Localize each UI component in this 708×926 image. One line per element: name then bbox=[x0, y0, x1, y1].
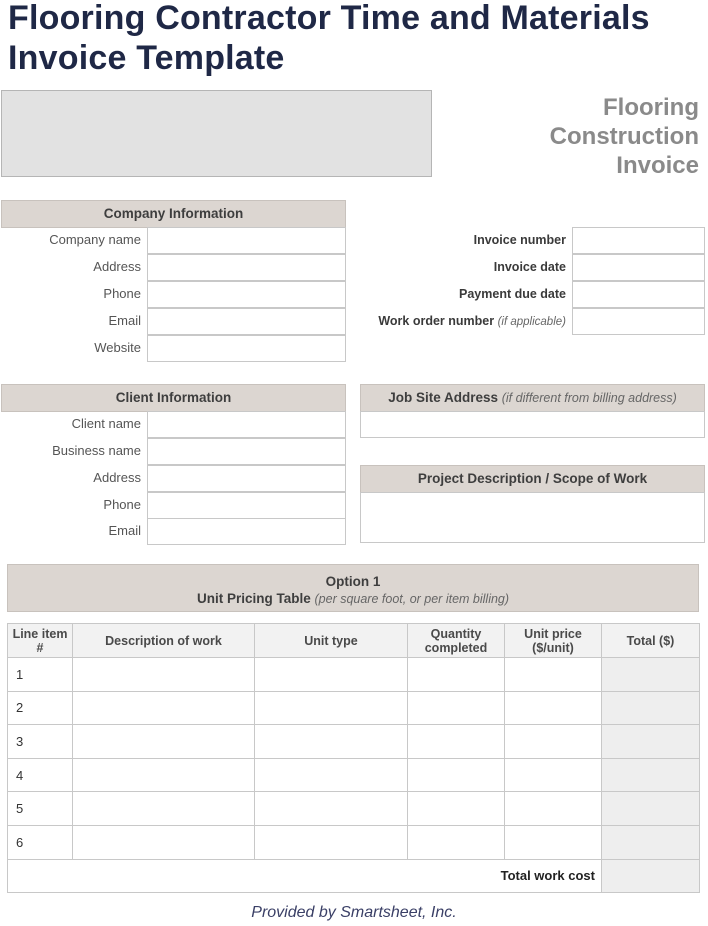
col-unit-type: Unit type bbox=[255, 624, 408, 658]
project-description-header: Project Description / Scope of Work bbox=[360, 465, 705, 493]
company-phone-field[interactable] bbox=[147, 281, 346, 308]
line-item-number: 1 bbox=[8, 658, 73, 692]
table-row bbox=[8, 658, 700, 692]
client-name-field[interactable] bbox=[147, 411, 346, 438]
client-name-label: Client name bbox=[71, 416, 141, 431]
total-cell bbox=[602, 825, 700, 859]
description-cell[interactable] bbox=[73, 792, 255, 826]
client-phone-label: Phone bbox=[103, 497, 141, 512]
unit-type-cell[interactable] bbox=[255, 691, 408, 725]
invoice-number-label: Invoice number bbox=[473, 233, 566, 247]
company-address-field[interactable] bbox=[147, 254, 346, 281]
option-header bbox=[7, 564, 699, 612]
company-website-field[interactable] bbox=[147, 335, 346, 362]
col-total: Total ($) bbox=[602, 624, 700, 658]
work-order-number-text: Work order number bbox=[378, 314, 495, 328]
description-cell[interactable] bbox=[73, 658, 255, 692]
option-title: Option 1 bbox=[325, 574, 381, 589]
invoice-date-field[interactable] bbox=[572, 254, 705, 281]
unit-price-cell[interactable] bbox=[505, 758, 602, 792]
client-info-header: Client Information bbox=[1, 384, 346, 412]
work-order-note: (if applicable) bbox=[497, 316, 566, 328]
job-site-address-field[interactable] bbox=[360, 411, 705, 438]
logo-placeholder[interactable] bbox=[1, 90, 432, 177]
unit-type-cell[interactable] bbox=[255, 725, 408, 759]
company-email-label: Email bbox=[108, 313, 141, 328]
line-item-number: 2 bbox=[8, 691, 73, 725]
col-unit-price: Unit price ($/unit) bbox=[505, 624, 602, 658]
quantity-cell[interactable] bbox=[408, 691, 505, 725]
doc-heading-line-2: Construction bbox=[549, 123, 699, 150]
project-description-field[interactable] bbox=[360, 492, 705, 543]
table-header-row bbox=[8, 624, 700, 658]
work-order-number-field[interactable] bbox=[572, 308, 705, 335]
total-cell bbox=[602, 758, 700, 792]
table-row bbox=[8, 691, 700, 725]
quantity-cell[interactable] bbox=[408, 792, 505, 826]
client-address-label: Address bbox=[93, 470, 141, 485]
doc-heading-line-1: Flooring bbox=[603, 94, 699, 121]
line-item-number: 6 bbox=[8, 825, 73, 859]
col-line-item: Line item # bbox=[8, 624, 73, 658]
quantity-cell[interactable] bbox=[408, 758, 505, 792]
total-work-cost-value bbox=[602, 859, 700, 893]
job-site-header bbox=[360, 384, 705, 412]
page-title: Flooring Contractor Time and Materials Invoice Template bbox=[8, 0, 650, 77]
table-row bbox=[8, 725, 700, 759]
description-cell[interactable] bbox=[73, 758, 255, 792]
company-email-field[interactable] bbox=[147, 308, 346, 335]
quantity-cell[interactable] bbox=[408, 825, 505, 859]
payment-due-date-label: Payment due date bbox=[459, 287, 566, 301]
total-row bbox=[8, 859, 700, 893]
company-address-label: Address bbox=[93, 259, 141, 274]
unit-pricing-table bbox=[7, 623, 700, 893]
description-cell[interactable] bbox=[73, 825, 255, 859]
unit-price-cell[interactable] bbox=[505, 691, 602, 725]
col-quantity: Quantity completed bbox=[408, 624, 505, 658]
unit-pricing-note: (per square foot, or per item billing) bbox=[314, 592, 510, 606]
line-item-number: 3 bbox=[8, 725, 73, 759]
client-business-name-label: Business name bbox=[52, 443, 141, 458]
total-cell bbox=[602, 792, 700, 826]
client-business-name-field[interactable] bbox=[147, 438, 346, 465]
unit-type-cell[interactable] bbox=[255, 758, 408, 792]
total-cell bbox=[602, 691, 700, 725]
unit-price-cell[interactable] bbox=[505, 825, 602, 859]
client-email-label: Email bbox=[108, 523, 141, 538]
table-row bbox=[8, 792, 700, 826]
company-name-label: Company name bbox=[49, 232, 141, 247]
unit-type-cell[interactable] bbox=[255, 792, 408, 826]
unit-price-cell[interactable] bbox=[505, 725, 602, 759]
table-row bbox=[8, 758, 700, 792]
doc-heading-line-3: Invoice bbox=[616, 152, 699, 179]
work-order-number-label bbox=[350, 308, 566, 335]
total-cell bbox=[602, 658, 700, 692]
job-site-title: Job Site Address bbox=[388, 390, 498, 405]
quantity-cell[interactable] bbox=[408, 658, 505, 692]
description-cell[interactable] bbox=[73, 691, 255, 725]
table-row bbox=[8, 825, 700, 859]
unit-price-cell[interactable] bbox=[505, 658, 602, 692]
company-name-field[interactable] bbox=[147, 227, 346, 254]
total-work-cost-label: Total work cost bbox=[8, 859, 602, 893]
client-phone-field[interactable] bbox=[147, 492, 346, 519]
option-subtitle bbox=[8, 590, 698, 608]
invoice-date-label: Invoice date bbox=[493, 260, 566, 274]
document-heading bbox=[459, 93, 699, 180]
total-cell bbox=[602, 725, 700, 759]
col-description: Description of work bbox=[73, 624, 255, 658]
company-website-label: Website bbox=[94, 340, 141, 355]
unit-type-cell[interactable] bbox=[255, 825, 408, 859]
unit-type-cell[interactable] bbox=[255, 658, 408, 692]
invoice-number-field[interactable] bbox=[572, 227, 705, 254]
description-cell[interactable] bbox=[73, 725, 255, 759]
client-email-field[interactable] bbox=[147, 518, 346, 545]
company-info-header: Company Information bbox=[1, 200, 346, 228]
footer-credit: Provided by Smartsheet, Inc. bbox=[251, 904, 457, 921]
quantity-cell[interactable] bbox=[408, 725, 505, 759]
unit-pricing-title: Unit Pricing Table bbox=[196, 591, 311, 606]
line-item-number: 5 bbox=[8, 792, 73, 826]
company-phone-label: Phone bbox=[103, 286, 141, 301]
line-item-number: 4 bbox=[8, 758, 73, 792]
client-address-field[interactable] bbox=[147, 465, 346, 492]
unit-price-cell[interactable] bbox=[505, 792, 602, 826]
job-site-note: (if different from billing address) bbox=[501, 391, 677, 405]
payment-due-date-field[interactable] bbox=[572, 281, 705, 308]
